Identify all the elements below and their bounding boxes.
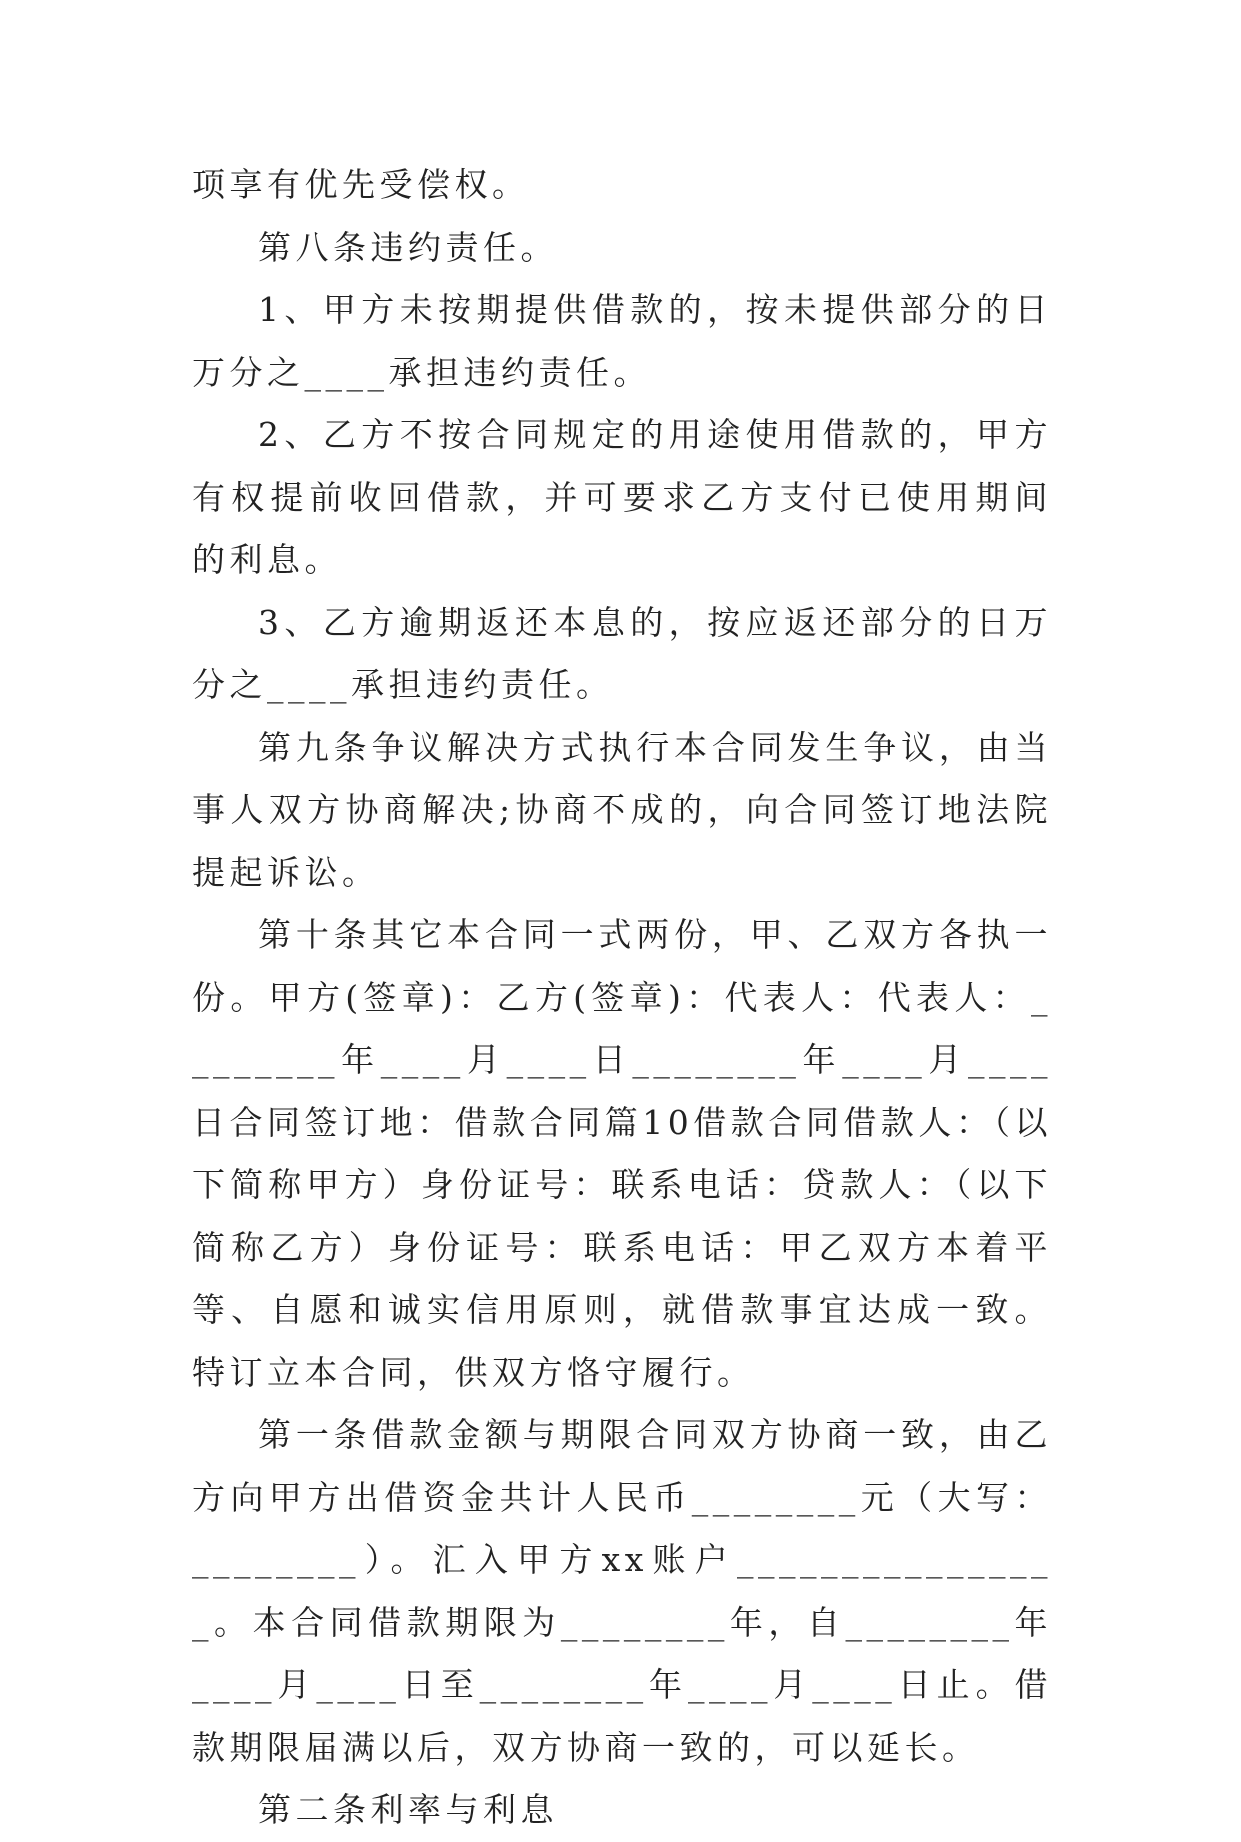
paragraph-article-8-item-2: 2、乙方不按合同规定的用途使用借款的，甲方有权提前收回借款，并可要求乙方支付已使用期间的利息。 <box>192 415 1052 579</box>
document-body <box>192 154 1052 1842</box>
paragraph-priority-repayment: 项享有优先受偿权。 <box>192 165 530 204</box>
paragraph-article-10-other: 第十条其它本合同一式两份，甲、乙双方各执一份。甲方(签章)：乙方(签章)：代表人：代表人：________年____月____日________年____月____日合同签订地：借款合同篇10借款合同借款人：（以下简称甲方）身份证号：联系电话：贷款人：（以下简称乙方）身份证号：联系电话：甲乙双方本着平等、自愿和诚实信用原则，就借款事宜达成一致。特订立本合同，供双方恪守履行。 <box>192 915 1052 1392</box>
paragraph-article-8-item-3: 3、乙方逾期返还本息的，按应返还部分的日万分之____承担违约责任。 <box>192 602 1052 704</box>
paragraph-article-1-amount-term: 第一条借款金额与期限合同双方协商一致，由乙方向甲方出借资金共计人民币________元（大写：________）。汇入甲方xx账户________________。本合同借款期限为________年，自________年____月____日至________年____月____日止。借款期限届满以后，双方协商一致的，可以延长。 <box>192 1415 1052 1767</box>
paragraph-article-8-item-1: 1、甲方未按期提供借款的，按未提供部分的日万分之____承担违约责任。 <box>192 290 1052 392</box>
paragraph-article-2-heading: 第二条利率与利息 <box>258 1790 558 1829</box>
paragraph-article-8-heading: 第八条违约责任。 <box>258 227 558 267</box>
paragraph-article-9-dispute: 第九条争议解决方式执行本合同发生争议，由当事人双方协商解决;协商不成的，向合同签订地法院提起诉讼。 <box>192 727 1052 892</box>
